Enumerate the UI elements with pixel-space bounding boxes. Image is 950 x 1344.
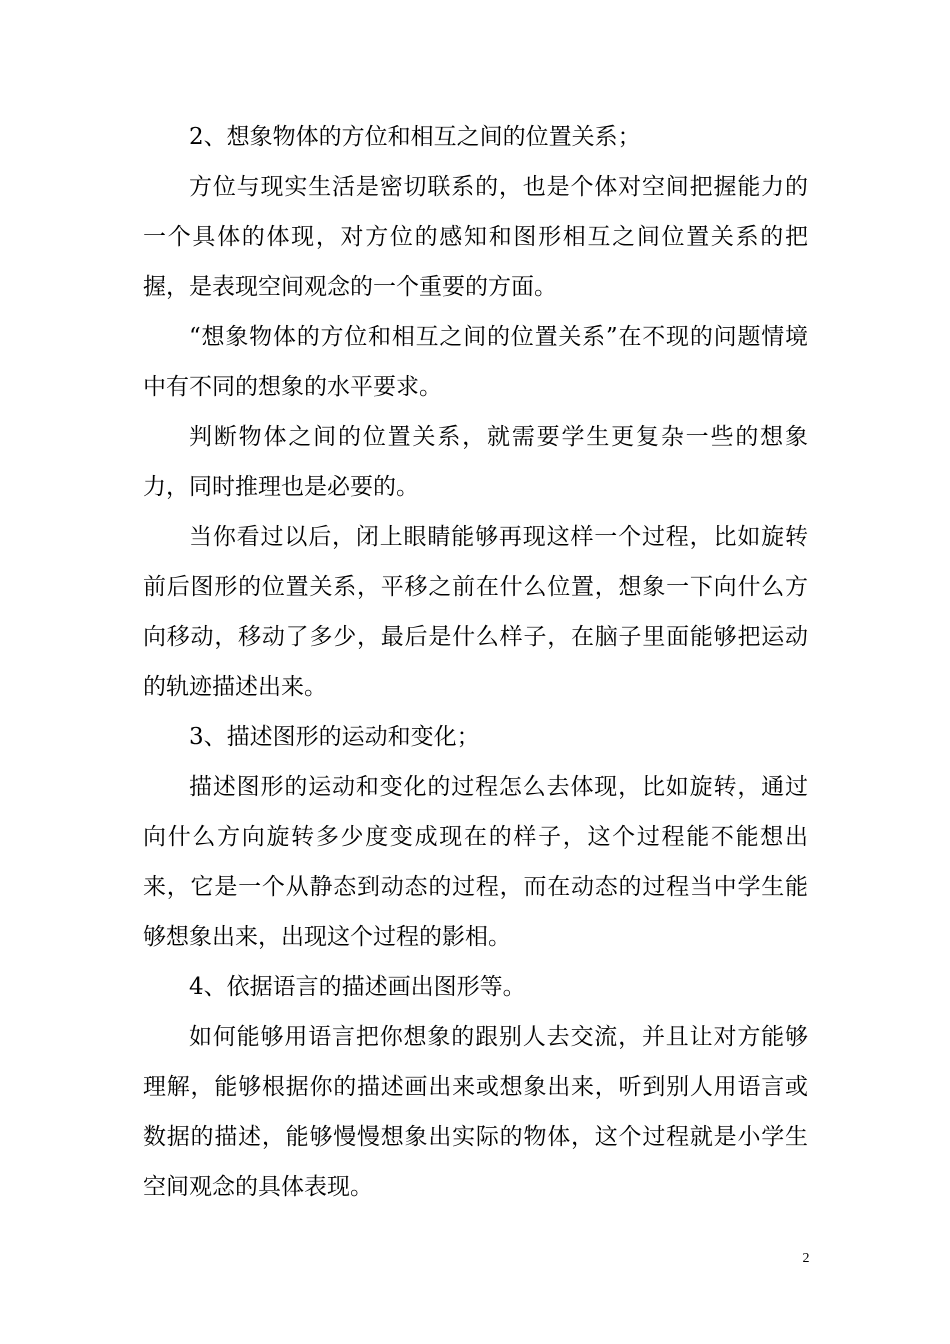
- paragraph: 判断物体之间的位置关系，就需要学生更复杂一些的想象力，同时推理也是必要的。: [143, 424, 808, 500]
- paragraph: 描述图形的运动和变化的过程怎么去体现，比如旋转，通过向什么方向旋转多少度变成现在的样子，这个过程能不能想出来，它是一个从静态到动态的过程，而在动态的过程当中学生能够想象出来，出现这个过程的影相。: [143, 774, 808, 950]
- paragraph: 方位与现实生活是密切联系的，也是个体对空间把握能力的一个具体的体现，对方位的感知和图形相互之间位置关系的把握，是表现空间观念的一个重要的方面。: [143, 174, 808, 300]
- heading-4-drawing: 4、依据语言的描述画出图形等。: [189, 974, 526, 1000]
- heading-2-orientation: 2、想象物体的方位和相互之间的位置关系；: [189, 124, 641, 150]
- page-number: 2: [802, 1251, 810, 1266]
- paragraph: 当你看过以后，闭上眼睛能够再现这样一个过程，比如旋转前后图形的位置关系，平移之前在什么位置，想象一下向什么方向移动，移动了多少，最后是什么样子，在脑子里面能够把运动的轨迹描述出来。: [143, 524, 808, 700]
- paragraph: “想象物体的方位和相互之间的位置关系”在不现的问题情境中有不同的想象的水平要求。: [143, 324, 808, 400]
- document-body: [143, 112, 808, 1212]
- heading-3-motion: 3、描述图形的运动和变化；: [189, 724, 480, 750]
- paragraph: 如何能够用语言把你想象的跟别人去交流，并且让对方能够理解，能够根据你的描述画出来或想象出来，听到别人用语言或数据的描述，能够慢慢想象出实际的物体，这个过程就是小学生空间观念的具体表现。: [143, 1024, 808, 1200]
